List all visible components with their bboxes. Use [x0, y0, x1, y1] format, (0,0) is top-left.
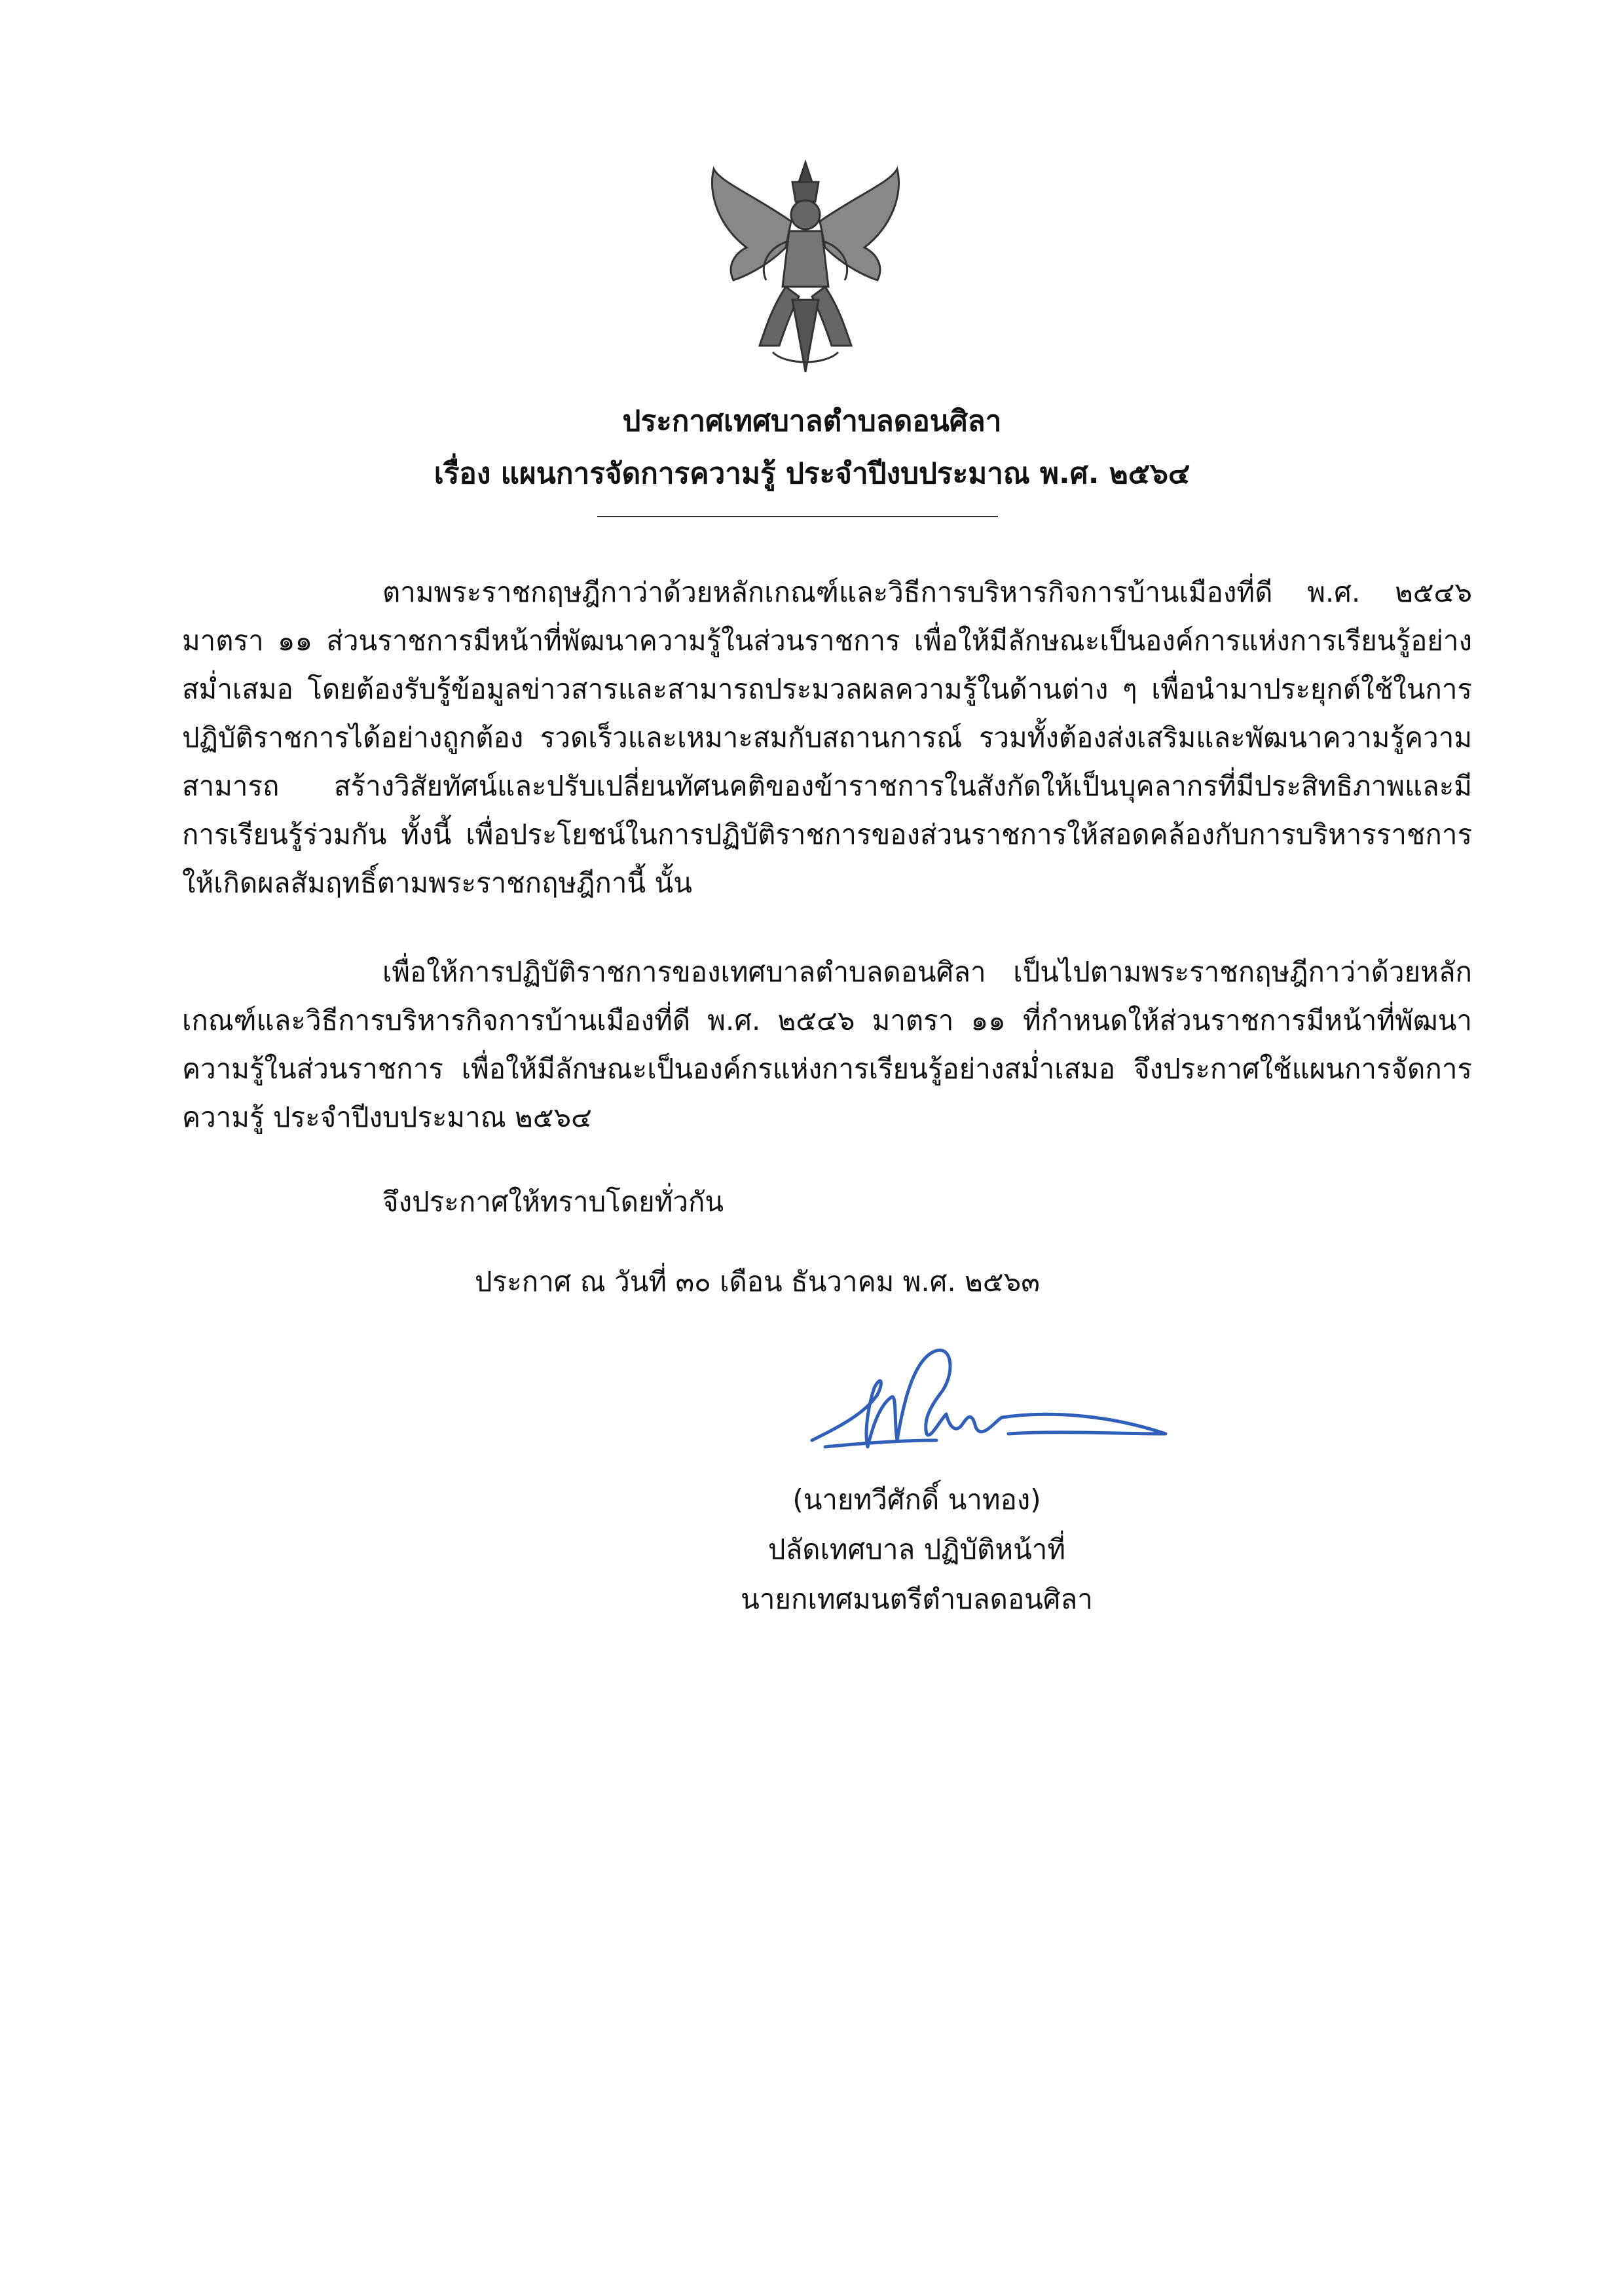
signatory-name: (นายทวีศักดิ์ นาทอง)	[792, 1484, 1041, 1516]
body-paragraph-1: ตามพระราชกฤษฎีกาว่าด้วยหลักเกณฑ์และวิธีการบริหารกิจการบ้านเมืองที่ดี พ.ศ. ๒๕๔๖ มาตรา ๑๑ ส่วนราชการมีหน้าที่พัฒนาความรู้ในส่วนราชการ เพื่อให้มีลักษณะเป็นองค์การแห่งการเรียนรู้อย่างสม่ำเสมอ โดยต้องรับรู้ข้อมูลข่าวสารและสามารถประมวลผลความรู้ในด้านต่าง ๆ เพื่อนำมาประยุกต์ใช้ในการปฏิบัติราชการได้อย่างถูกต้อง รวดเร็วและเหมาะสมกับสถานการณ์ รวมทั้งต้องส่งเสริมและพัฒนาความรู้ความสามารถ สร้างวิสัยทัศน์และปรับเปลี่ยนทัศนคติของข้าราชการในสังกัดให้เป็นบุคลากรที่มีประสิทธิภาพและมีการเรียนรู้ร่วมกัน ทั้งนี้ เพื่อประโยชน์ในการปฏิบัติราชการของส่วนราชการให้สอดคล้องกับการบริหารราชการให้เกิดผลสัมฤทธิ์ตามพระราชกฤษฎีกานี้ นั้น	[182, 576, 1472, 899]
body-paragraph-2: เพื่อให้การปฏิบัติราชการของเทศบาลตำบลดอนศิลา เป็นไปตามพระราชกฤษฎีกาว่าด้วยหลักเกณฑ์และวิธีการบริหารกิจการบ้านเมืองที่ดี พ.ศ. ๒๕๔๖ มาตรา ๑๑ ที่กำหนดให้ส่วนราชการมีหน้าที่พัฒนาความรู้ในส่วนราชการ เพื่อให้มีลักษณะเป็นองค์กรแห่งการเรียนรู้อย่างสม่ำเสมอ จึงประกาศใช้แผนการจัดการความรู้ ประจำปีงบประมาณ ๒๕๖๔	[182, 956, 1472, 1133]
announcement-subject: เรื่อง แผนการจัดการความรู้ ประจำปีงบประมาณ พ.ศ. ๒๕๖๔	[434, 457, 1190, 490]
closing-statement: จึงประกาศให้ทราบโดยทั่วกัน	[382, 1186, 724, 1218]
handwritten-signature	[799, 1336, 1192, 1480]
signatory-position: ปลัดเทศบาล ปฏิบัติหน้าที่	[767, 1533, 1066, 1565]
announcement-date: ประกาศ ณ วันที่ ๓๐ เดือน ธันวาคม พ.ศ. ๒๕๖๓	[475, 1266, 1040, 1298]
announcement-title: ประกาศเทศบาลตำบลดอนศิลา	[622, 405, 1002, 438]
signatory-acting-position: นายกเทศมนตรีตำบลดอนศิลา	[741, 1583, 1093, 1615]
title-divider	[597, 516, 998, 517]
garuda-emblem-icon	[694, 156, 917, 378]
